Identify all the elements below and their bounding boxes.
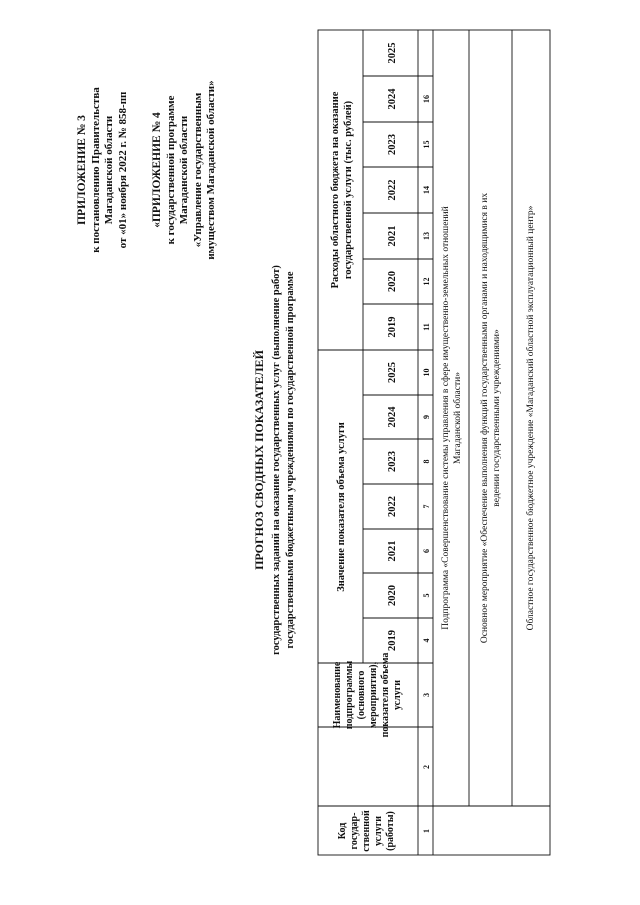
col-number: 15 bbox=[422, 140, 431, 149]
value-year-2024: 2024 bbox=[387, 406, 398, 428]
col-number: 12 bbox=[422, 277, 431, 286]
expense-year-2025: 2025 bbox=[387, 42, 398, 64]
col-number: 3 bbox=[422, 693, 431, 697]
title-subtitle-2: государственными бюджетными учреждениями по государственной программе bbox=[285, 271, 296, 649]
value-year-2022: 2022 bbox=[387, 496, 398, 517]
expense-group-header-line-1: Расходы областного бюджета на оказание bbox=[330, 91, 341, 289]
col-number: 2 bbox=[422, 765, 431, 769]
col-code-header-line-5: (работы) bbox=[385, 811, 396, 851]
expense-year-2019: 2019 bbox=[387, 316, 398, 338]
value-year-2020: 2020 bbox=[387, 585, 398, 606]
col-number: 5 bbox=[422, 593, 431, 598]
col-code-header-line-4: услуги bbox=[373, 815, 384, 847]
col-number: 11 bbox=[422, 323, 431, 331]
col-name-header-line-3: (основного bbox=[356, 670, 367, 720]
col-number: 9 bbox=[422, 415, 431, 419]
main-measure-line-1: Основное мероприятие «Обеспечение выполнения функций государственными органами и находящимися в их bbox=[480, 192, 490, 644]
appendix-4-title: «ПРИЛОЖЕНИЕ № 4 bbox=[151, 112, 163, 228]
col-number: 4 bbox=[422, 638, 431, 643]
appendix-3-title: ПРИЛОЖЕНИЕ № 3 bbox=[76, 115, 88, 225]
institution-name: Областное государственное бюджетное учреждение «Магаданский областной эксплуатационный центр» bbox=[526, 205, 536, 631]
expense-group-header-line-2: государственной услуги (тыс. рублей) bbox=[343, 100, 354, 280]
appendix-4-line-1: к государственной программе bbox=[165, 95, 177, 245]
expense-year-2023: 2023 bbox=[387, 134, 398, 155]
col-name-header-line-1: Наименование bbox=[332, 661, 343, 729]
value-group-header: Значение показателя объема услуги bbox=[336, 422, 347, 592]
value-year-2021: 2021 bbox=[387, 540, 398, 562]
col-number: 8 bbox=[422, 459, 431, 464]
title-main: ПРОГНОЗ СВОДНЫХ ПОКАЗАТЕЛЕЙ bbox=[252, 350, 266, 570]
appendix-3-line-1: к постановлению Правительства bbox=[90, 87, 102, 253]
expense-year-2022: 2022 bbox=[387, 179, 398, 201]
title-subtitle-1: государственных заданий на оказание государственных услуг (выполнение работ) bbox=[271, 265, 282, 655]
col-number: 1 bbox=[422, 829, 431, 833]
col-number: 10 bbox=[422, 368, 431, 377]
col-code-header-line-2: государ- bbox=[349, 812, 360, 850]
appendix-4-line-2: Магаданской области bbox=[178, 115, 190, 225]
col-number: 14 bbox=[422, 186, 431, 194]
appendix-4-line-4: имуществом Магаданской области» bbox=[205, 80, 217, 260]
value-year-2019: 2019 bbox=[387, 630, 398, 651]
col-number: 7 bbox=[422, 504, 431, 509]
expense-year-2020: 2020 bbox=[387, 271, 398, 292]
subprogram-title-line-1: Подпрограмма «Совершенствование системы управления в сфере имущественно-земельных отношений bbox=[441, 206, 451, 630]
appendix-3-date-number: от «01» ноября 2022 г. № 858-пп bbox=[117, 91, 129, 249]
table-row bbox=[525, 205, 536, 630]
subprogram-title-line-2: Магаданской области» bbox=[453, 372, 463, 464]
col-code-header-line-3: ственной bbox=[361, 810, 372, 852]
col-number: 6 bbox=[422, 549, 431, 553]
appendix-3-line-2: Магаданской области bbox=[103, 115, 115, 225]
col-name-header-line-6: услуги bbox=[392, 679, 403, 711]
col-name-header-line-2: подпрограммы bbox=[344, 660, 355, 730]
value-year-2025: 2025 bbox=[387, 362, 398, 383]
col-code-header-line-1: Код bbox=[337, 822, 348, 840]
appendix-4-line-3: «Управление государственным bbox=[192, 92, 204, 248]
col-number: 13 bbox=[422, 232, 431, 240]
expense-year-2024: 2024 bbox=[387, 88, 398, 110]
main-measure-line-2: ведении государственными учреждениями» bbox=[492, 329, 502, 507]
value-year-2023: 2023 bbox=[387, 451, 398, 472]
col-name-header-line-4: мероприятия), bbox=[368, 661, 379, 729]
col-name-header-line-5: показателя объема bbox=[380, 652, 391, 738]
expense-year-2021: 2021 bbox=[387, 225, 398, 247]
col-number: 16 bbox=[422, 95, 431, 103]
